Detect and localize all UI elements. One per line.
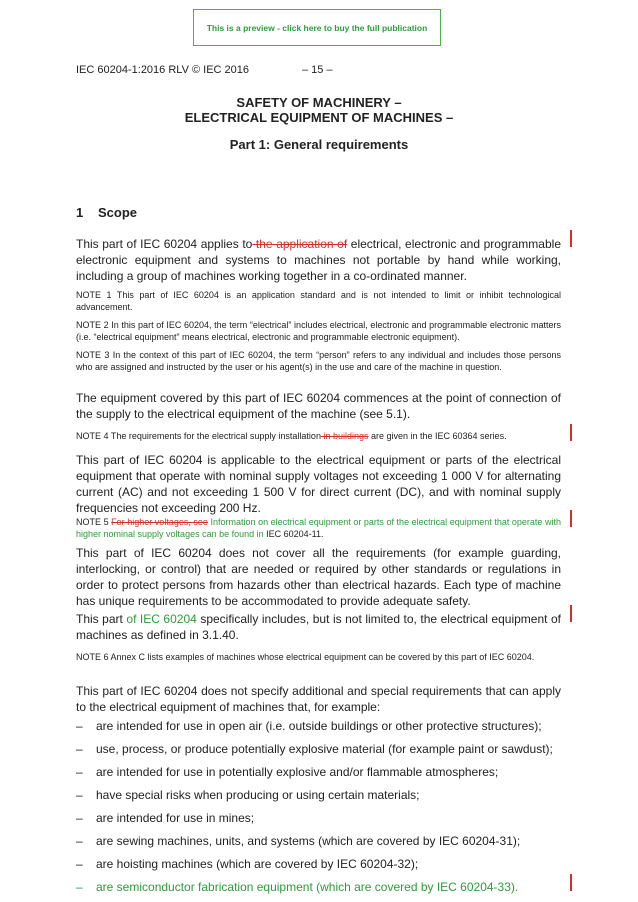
part-title: Part 1: General requirements — [229, 137, 409, 152]
title-line-1: SAFETY OF MACHINERY – — [236, 95, 402, 110]
change-bar — [570, 510, 572, 527]
list-item: – are intended for use in mines; — [76, 811, 255, 825]
document-reference: IEC 60204-1:2016 RLV © IEC 2016 — [76, 64, 250, 76]
page-number: – 15 – — [302, 64, 333, 76]
page-header — [76, 64, 333, 76]
change-bar — [570, 605, 572, 622]
paragraph-2: The equipment covered by this part of IEC 60204 commences at the point of connection of the supply to the electrical equipment of the machine (see 5.1). — [76, 391, 561, 421]
note-6: NOTE 6 Annex C lists examples of machines whose electrical equipment can be covered by this part of IEC 60204. — [76, 652, 535, 662]
title-line-2: ELECTRICAL EQUIPMENT OF MACHINES – — [184, 110, 454, 125]
list-item: – are intended for use in potentially explosive and/or flammable atmospheres; — [76, 765, 499, 779]
note-4: NOTE 4 The requirements for the electrical supply installation in buildings are given in the IEC 60364 series. — [76, 431, 507, 441]
list-item: – are sewing machines, units, and systems (which are covered by IEC 60204-31); — [76, 834, 521, 848]
change-bar — [570, 874, 572, 891]
section-number: 1 — [76, 205, 84, 220]
paragraph-3: This part of IEC 60204 is applicable to the electrical equipment or parts of the electrical equipment that operate with nominal supply voltages not exceeding 1 000 V for alternating current (AC) and not exceeding 1 500 V for direct current (DC), and with nominal supply frequencies not exceeding 200 Hz. — [76, 453, 561, 515]
inserted-text: Information on electrical equipment or parts of the electrical equipment that operate with higher nominal supply voltages can be found in — [76, 517, 561, 539]
deleted-text: in buildings — [320, 431, 369, 441]
list-item-inserted: – are semiconductor fabrication equipment (which are covered by IEC 60204-33). — [76, 880, 519, 894]
inserted-text: of IEC 60204 — [122, 612, 197, 626]
section-heading — [76, 205, 137, 220]
paragraph-6: This part of IEC 60204 does not specify additional and special requirements that can apply to the electrical equipment of machines that, for example: — [76, 684, 561, 714]
change-bar — [570, 230, 572, 247]
change-bar — [570, 424, 572, 441]
list-item: – are hoisting machines (which are covered by IEC 60204-32); — [76, 857, 419, 871]
list-item: – are intended for use in open air (i.e. outside buildings or other protective structures); — [76, 719, 542, 733]
list-item: – use, process, or produce potentially explosive material (for example paint or sawdust); — [76, 742, 553, 756]
deleted-text: For higher voltages, see — [111, 517, 208, 527]
paragraph-5: This part of IEC 60204 specifically includes, but is not limited to, the electrical equipment of machines as defined in 3.1.40. — [76, 612, 561, 642]
note-1: NOTE 1 This part of IEC 60204 is an application standard and is not intended to limit or inhibit technological advancement. — [76, 290, 561, 312]
buy-preview-link[interactable]: This is a preview - click here to buy the full publication — [193, 9, 441, 46]
section-title: Scope — [98, 205, 138, 220]
note-2: NOTE 2 In this part of IEC 60204, the term “electrical” includes electrical, electronic and programmable electronic matters (i.e. “electrical equipment” means electrical, electronic and programmable electronic equipment). — [76, 320, 561, 342]
note-5: NOTE 5 For higher voltages, see Information on electrical equipment or parts of the electrical equipment that operate with higher nominal supply voltages can be found in IEC 60204-11. — [76, 517, 561, 539]
deleted-text: the application of — [252, 237, 348, 251]
list-item: – have special risks when producing or using certain materials; — [76, 788, 420, 802]
note-3: NOTE 3 In the context of this part of IEC 60204, the term “person” refers to any individual and includes those persons who are assigned and instructed by the user or his agent(s) in the use and care of the machine in question. — [76, 350, 561, 372]
paragraph-4: This part of IEC 60204 does not cover all the requirements (for example guarding, interlocking, or control) that are needed or required by other standards or regulations in order to protect persons from hazards other than electrical hazards. Each type of machine has unique requirements to be accommodated to provide adequate safety. — [76, 546, 561, 608]
paragraph-1: This part of IEC 60204 applies to the application of electrical, electronic and programmable electronic equipment and systems to machines not portable by hand while working, including a group of machines working together in a co-ordinated manner. — [76, 237, 561, 283]
